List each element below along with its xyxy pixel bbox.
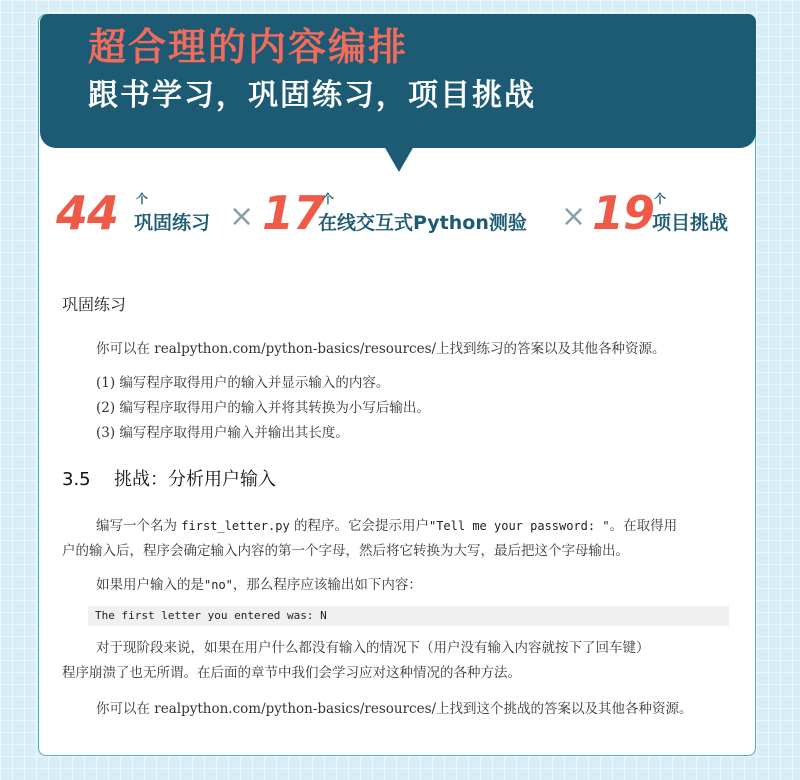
stat-number: 17 xyxy=(262,186,325,240)
challenge-heading xyxy=(62,466,276,494)
stat-label: 巩固练习 xyxy=(134,212,211,234)
section-title: 挑战：分析用户输入 xyxy=(114,469,276,490)
banner-pointer xyxy=(384,146,414,172)
list-item: (2) 编写程序取得用户的输入并将其转换为小写后输出。 xyxy=(96,400,430,416)
challenge-paragraph-3-line-1: 对于现阶段来说，如果在用户什么都没有输入的情况下（用户没有输入内容就按下了回车键） xyxy=(96,640,650,656)
list-item: (3) 编写程序取得用户输入并输出其长度。 xyxy=(96,425,349,441)
exercises-heading: 巩固练习 xyxy=(62,295,127,314)
stat-unit: 个 xyxy=(136,192,149,206)
challenge-paragraph-3-line-2: 程序崩溃了也无所谓。在后面的章节中我们会学习应对这种情况的各种方法。 xyxy=(62,665,521,681)
inline-code: "no" xyxy=(204,578,233,592)
exercise-list xyxy=(96,371,430,446)
stat-unit: 个 xyxy=(654,192,667,206)
banner-subtitle: 跟书学习，巩固练习，项目挑战 xyxy=(88,78,536,113)
inline-code: first_letter.py xyxy=(181,519,290,533)
challenge-paragraph-1-line-2: 户的输入后，程序会确定输入内容的第一个字母，然后将它转换为大写，最后把这个字母输出。 xyxy=(62,543,629,559)
times-icon: × xyxy=(561,199,587,234)
stat-label: 项目挑战 xyxy=(652,212,729,234)
stat-label: 在线交互式Python测验 xyxy=(318,212,527,234)
text-span: 如果用户输入的是 xyxy=(96,577,204,593)
list-item: (1) 编写程序取得用户的输入并显示输入的内容。 xyxy=(96,375,390,391)
section-number: 3.5 xyxy=(62,469,91,490)
stat-unit: 个 xyxy=(322,192,335,206)
text-span: 。在取得用 xyxy=(609,518,678,534)
exercises-intro: 你可以在 realpython.com/python-basics/resources/上找到练习的答案以及其他各种资源。 xyxy=(96,341,666,357)
text-span: ，那么程序应该输出如下内容： xyxy=(232,577,422,593)
times-icon: × xyxy=(229,199,255,234)
stat-number: 44 xyxy=(56,186,119,240)
text-span: 编写一个名为 xyxy=(96,518,177,534)
inline-code: "Tell me your password: " xyxy=(428,519,610,533)
challenge-paragraph-2 xyxy=(96,573,422,597)
challenge-paragraph-1-line-1 xyxy=(96,514,677,538)
text-span: 的程序。它会提示用户 xyxy=(293,518,429,534)
stats-row xyxy=(56,186,756,246)
challenge-paragraph-4: 你可以在 realpython.com/python-basics/resources/上找到这个挑战的答案以及其他各种资源。 xyxy=(96,701,693,717)
banner-title: 超合理的内容编排 xyxy=(88,25,409,69)
stat-number: 19 xyxy=(592,186,655,240)
code-output-block: The first letter you entered was: N xyxy=(88,606,729,626)
